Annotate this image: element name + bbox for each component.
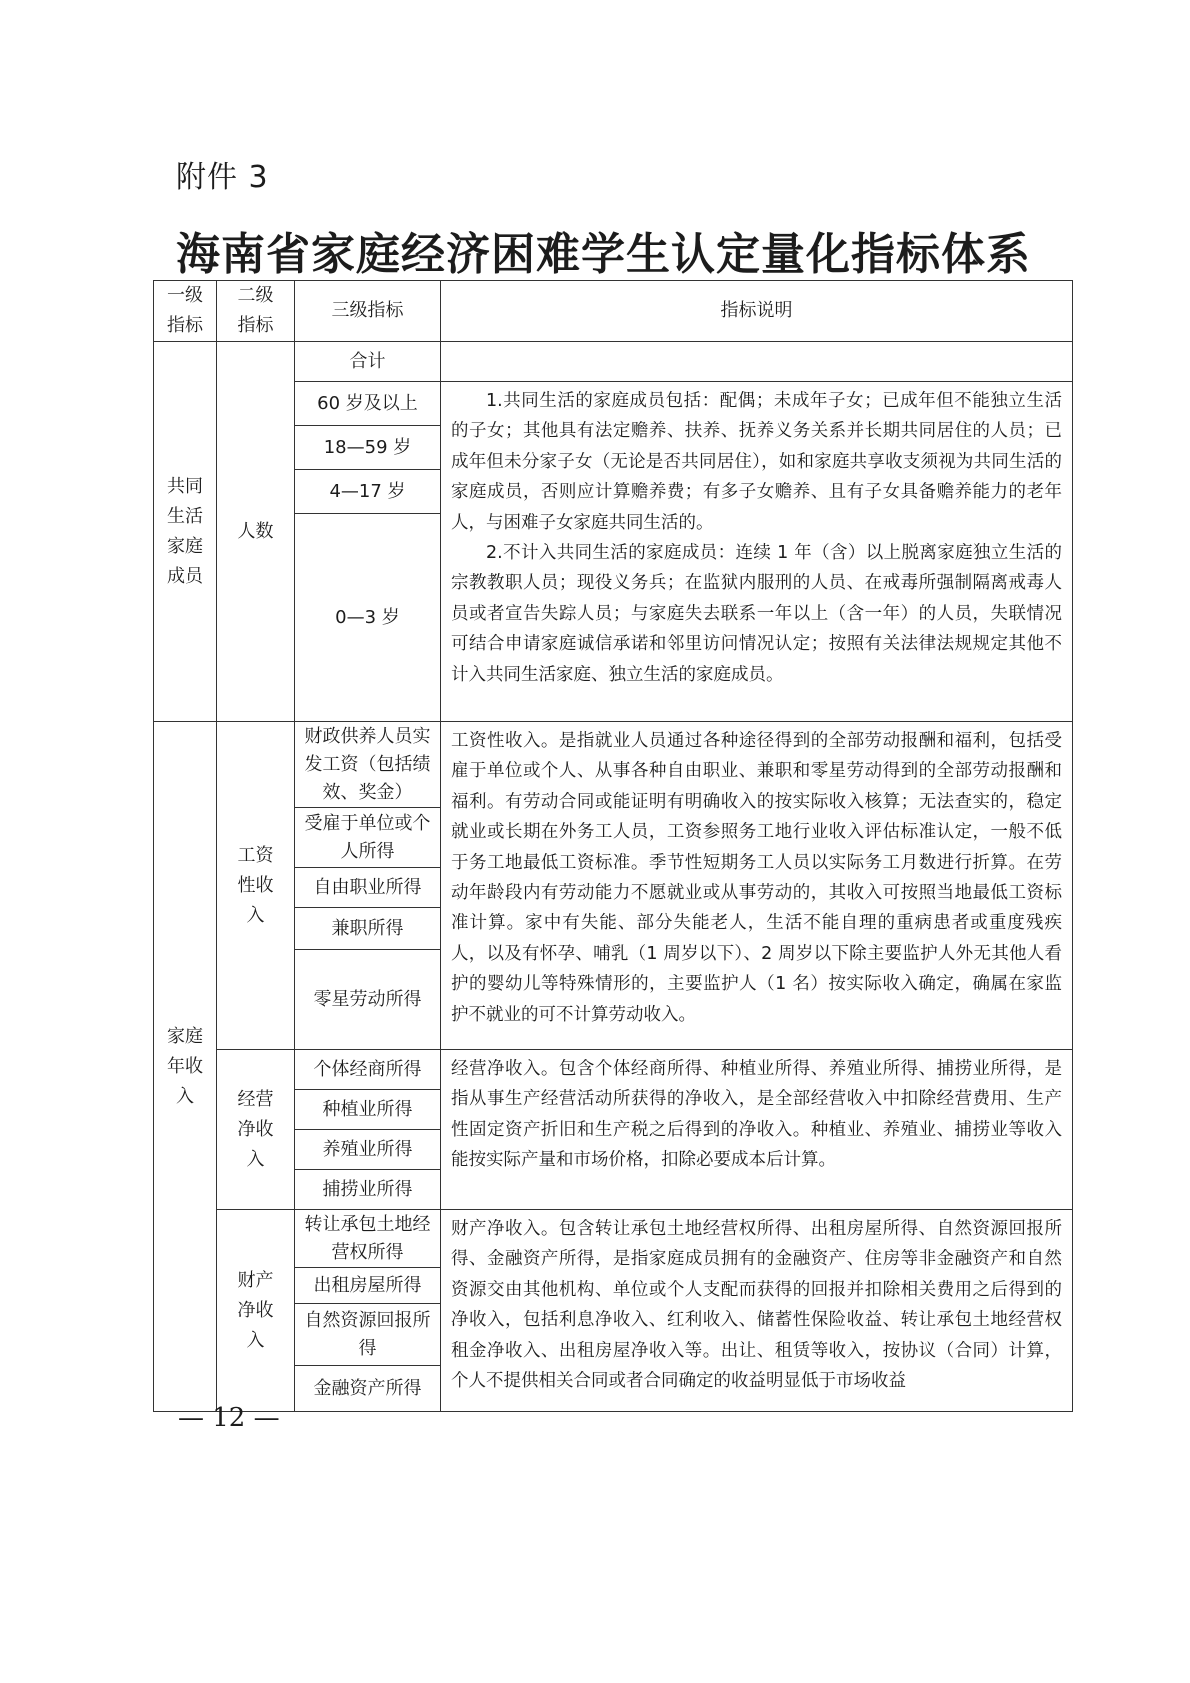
wage-item: 零星劳动所得 (295, 950, 441, 1050)
table-row (154, 342, 1073, 382)
members-item: 4—17 岁 (295, 470, 441, 514)
members-item: 60 岁及以上 (295, 382, 441, 426)
indicator-table (153, 280, 1073, 1412)
page-number: — 12 — (178, 1403, 280, 1433)
business-level2: 经营净收入 (217, 1050, 295, 1210)
wage-item: 自由职业所得 (295, 868, 441, 908)
table-row (154, 1210, 1073, 1268)
wage-item: 兼职所得 (295, 908, 441, 950)
wage-description (441, 722, 1073, 1050)
members-desc-p2: 2.不计入共同生活的家庭成员：连续 1 年（含）以上脱离家庭独立生活的宗教教职人员；现役义务兵；在监狱内服刑的人员、在戒毒所强制隔离戒毒人员或者宣告失踪人员；与家庭失去联系一年以上（含一年）的人员，失联情况可结合申请家庭诚信承诺和邻里访问情况认定；按照有关法律法规规定其他不计入共同生活家庭、独立生活的家庭成员。 (451, 543, 1062, 685)
header-level1: 一级指标 (154, 281, 217, 342)
members-level2: 人数 (217, 342, 295, 722)
members-item: 0—3 岁 (295, 514, 441, 722)
property-item: 自然资源回报所得 (295, 1304, 441, 1366)
members-description (441, 382, 1073, 722)
wage-item: 财政供养人员实发工资（包括绩效、奖金） (295, 722, 441, 808)
header-description: 指标说明 (441, 281, 1073, 342)
business-item: 养殖业所得 (295, 1130, 441, 1170)
table-header-row (154, 281, 1073, 342)
wage-item: 受雇于单位或个人所得 (295, 808, 441, 868)
property-description (441, 1210, 1073, 1412)
members-level1: 共同生活家庭成员 (154, 342, 217, 722)
business-desc-text: 经营净收入。包含个体经商所得、种植业所得、养殖业所得、捕捞业所得，是指从事生产经营活动所获得的净收入，是全部经营收入中扣除经营费用、生产性固定资产折旧和生产税之后得到的净收入。种植业、养殖业、捕捞业等收入能按实际产量和市场价格，扣除必要成本后计算。 (451, 1059, 1062, 1171)
members-item: 合计 (295, 342, 441, 382)
attachment-label: 附件 3 (176, 160, 269, 195)
header-level2: 二级指标 (217, 281, 295, 342)
wage-desc-text: 工资性收入。是指就业人员通过各种途径得到的全部劳动报酬和福利，包括受雇于单位或个人、从事各种自由职业、兼职和零星劳动得到的全部劳动报酬和福利。有劳动合同或能证明有明确收入的按实际收入核算；无法查实的，稳定就业或长期在外务工人员，工资参照务工地行业收入评估标准认定，一般不低于务工地最低工资标准。季节性短期务工人员以实际务工月数进行折算。在劳动年龄段内有劳动能力不愿就业或从事劳动的，其收入可按照当地最低工资标准计算。家中有失能、部分失能老人，生活不能自理的重病患者或重度残疾人，以及有怀孕、哺乳（1 周岁以下）、2 周岁以下除主要监护人外无其他人看护的婴幼儿等特殊情形的，主要监护人（1 名）按实际收入确定，确属在家监护不就业的可不计算劳动收入。 (451, 731, 1062, 1025)
wage-level2: 工资性收入 (217, 722, 295, 1050)
members-desc-empty (441, 342, 1073, 382)
income-level1: 家庭年收入 (154, 722, 217, 1412)
document-title: 海南省家庭经济困难学生认定量化指标体系 (176, 229, 1031, 280)
members-desc-p1: 1.共同生活的家庭成员包括：配偶；未成年子女；已成年但不能独立生活的子女；其他具有法定赡养、扶养、抚养义务关系并长期共同居住的人员；已成年但未分家子女（无论是否共同居住），如和家庭共享收支须视为共同生活的家庭成员，否则应计算赡养费；有多子女赡养、且有子女具备赡养能力的老年人，与困难子女家庭共同生活的。 (451, 391, 1062, 533)
property-item: 转让承包土地经营权所得 (295, 1210, 441, 1268)
business-item: 捕捞业所得 (295, 1170, 441, 1210)
table-row (154, 1050, 1073, 1090)
property-level2: 财产净收入 (217, 1210, 295, 1412)
table-row (154, 722, 1073, 808)
property-desc-text: 财产净收入。包含转让承包土地经营权所得、出租房屋所得、自然资源回报所得、金融资产所得，是指家庭成员拥有的金融资产、住房等非金融资产和自然资源交由其他机构、单位或个人支配而获得的回报并扣除相关费用之后得到的净收入，包括利息净收入、红利收入、储蓄性保险收益、转让承包土地经营权租金净收入、出租房屋净收入等。出让、租赁等收入，按协议（合同）计算，个人不提供相关合同或者合同确定的收益明显低于市场收益 (451, 1219, 1062, 1392)
business-item: 种植业所得 (295, 1090, 441, 1130)
business-description (441, 1050, 1073, 1210)
business-item: 个体经商所得 (295, 1050, 441, 1090)
members-item: 18—59 岁 (295, 426, 441, 470)
property-item: 出租房屋所得 (295, 1268, 441, 1304)
property-item: 金融资产所得 (295, 1366, 441, 1412)
header-level3: 三级指标 (295, 281, 441, 342)
